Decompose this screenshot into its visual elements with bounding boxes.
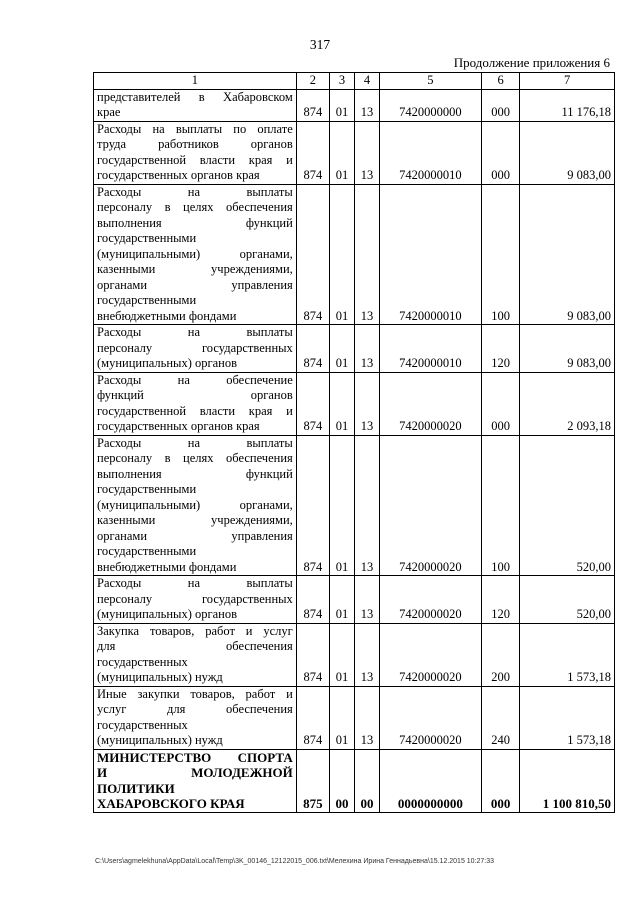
row-name-line: государственными: [97, 482, 197, 496]
table-body: [94, 89, 615, 812]
section-code-cell: 01: [330, 686, 355, 749]
row-name-line: (муниципальными) органами,: [97, 497, 293, 512]
subsection-code-cell: 13: [355, 89, 380, 121]
row-name-cell: [94, 89, 297, 121]
row-name-line: государственными: [97, 231, 197, 245]
row-name-line: казенными учреждениями,: [97, 262, 293, 276]
row-name-cell: [94, 184, 297, 325]
amount-cell: 11 176,18: [520, 89, 615, 121]
amount-cell: 9 083,00: [520, 325, 615, 373]
row-name-line: государственных: [97, 654, 188, 669]
expense-type-cell: 100: [481, 435, 519, 576]
amount-cell: 1 573,18: [520, 623, 615, 686]
section-code-cell: 01: [330, 89, 355, 121]
subsection-code-cell: 13: [355, 576, 380, 624]
table-row: [94, 325, 615, 373]
row-name-line: Расходы на выплаты: [97, 576, 293, 590]
section-code-cell: 01: [330, 372, 355, 435]
row-name-cell: [94, 576, 297, 624]
amount-cell: 9 083,00: [520, 184, 615, 325]
ministry-code-cell: 874: [296, 435, 329, 576]
subsection-code-cell: 13: [355, 435, 380, 576]
row-name-line: казенными учреждениями,: [97, 513, 293, 527]
row-name-line: государственными: [97, 293, 197, 307]
row-name-line: Расходы на выплаты: [97, 184, 293, 199]
row-name-line: органами управления: [97, 277, 293, 292]
column-header: 6: [481, 73, 519, 90]
subsection-code-cell: 13: [355, 121, 380, 184]
row-name-line: (муниципальных) органов: [97, 356, 238, 370]
row-name-line: услуг для обеспечения: [97, 702, 293, 716]
row-name-line: государственных: [97, 717, 188, 732]
expense-type-cell: 100: [481, 184, 519, 325]
row-name-line: крае: [97, 105, 121, 119]
target-article-cell: 7420000010: [379, 121, 481, 184]
file-path-footer: C:\Users\agmelekhuna\AppData\Local\Temp\3K_00146_12122015_006.txt\Мелехина Ирина Геннадьевна\15.12.2015 10:27:33: [95, 858, 495, 865]
row-name-line: внебюджетными фондами: [97, 559, 237, 574]
amount-cell: 520,00: [520, 435, 615, 576]
table-row: [94, 89, 615, 121]
subsection-code-cell: 00: [355, 749, 380, 812]
column-header: 5: [379, 73, 481, 90]
section-code-cell: 01: [330, 623, 355, 686]
row-name-line: персоналу в целях обеспечения: [97, 451, 293, 465]
expense-type-cell: 000: [481, 749, 519, 812]
target-article-cell: 7420000010: [379, 325, 481, 373]
row-name-line: МИНИСТЕРСТВО СПОРТА: [97, 749, 293, 765]
row-name-line: представителей в Хабаровском: [97, 89, 293, 104]
section-code-cell: 01: [330, 435, 355, 576]
ministry-code-cell: 874: [296, 184, 329, 325]
section-code-cell: 01: [330, 184, 355, 325]
table-row: [94, 576, 615, 624]
row-name-line: (муниципальных) нужд: [97, 733, 223, 747]
amount-cell: 1 573,18: [520, 686, 615, 749]
page-number: 317: [309, 37, 331, 52]
row-name-line: внебюджетными фондами: [97, 308, 237, 323]
table-row: [94, 686, 615, 749]
section-code-cell: 01: [330, 325, 355, 373]
row-name-line: Иные закупки товаров, работ и: [97, 686, 293, 701]
row-name-cell: [94, 121, 297, 184]
row-name-line: Расходы на обеспечение: [97, 372, 293, 387]
section-code-cell: 00: [330, 749, 355, 812]
target-article-cell: 7420000020: [379, 372, 481, 435]
column-header: 7: [520, 73, 615, 90]
row-name-line: государственной власти края и: [97, 403, 293, 418]
amount-cell: 520,00: [520, 576, 615, 624]
row-name-line: выполнения функций: [97, 215, 293, 230]
table-row: [94, 623, 615, 686]
row-name-line: персоналу в целях обеспечения: [97, 200, 293, 214]
ministry-code-cell: 874: [296, 89, 329, 121]
amount-cell: 1 100 810,50: [520, 749, 615, 812]
row-name-cell: [94, 325, 297, 373]
column-header: 4: [355, 73, 380, 90]
row-name-line: для обеспечения: [97, 639, 293, 653]
ministry-code-cell: 874: [296, 623, 329, 686]
ministry-code-cell: 874: [296, 121, 329, 184]
ministry-code-cell: 874: [296, 325, 329, 373]
subsection-code-cell: 13: [355, 372, 380, 435]
row-name-line: государственными: [97, 544, 197, 558]
row-name-line: выполнения функций: [97, 466, 293, 481]
row-name-line: персоналу государственных: [97, 340, 293, 355]
row-name-line: И МОЛОДЕЖНОЙ: [97, 765, 293, 780]
row-name-line: ХАБАРОВСКОГО КРАЯ: [97, 796, 245, 811]
section-code-cell: 01: [330, 121, 355, 184]
row-name-line: Закупка товаров, работ и услуг: [97, 623, 293, 638]
expense-type-cell: 000: [481, 89, 519, 121]
target-article-cell: 0000000000: [379, 749, 481, 812]
expense-type-cell: 200: [481, 623, 519, 686]
row-name-line: труда работников органов: [97, 137, 293, 151]
amount-cell: 9 083,00: [520, 121, 615, 184]
column-header: 1: [94, 73, 297, 90]
row-name-cell: [94, 623, 297, 686]
row-name-line: персоналу государственных: [97, 591, 293, 606]
continuation-label: Продолжение приложения 6: [453, 55, 610, 70]
target-article-cell: 7420000020: [379, 623, 481, 686]
row-name-line: Расходы на выплаты по оплате: [97, 121, 293, 136]
subsection-code-cell: 13: [355, 184, 380, 325]
budget-table: [93, 72, 615, 813]
ministry-code-cell: 874: [296, 372, 329, 435]
amount-cell: 2 093,18: [520, 372, 615, 435]
row-name-line: (муниципальными) органами,: [97, 246, 293, 261]
row-name-line: государственных органов края: [97, 168, 260, 182]
ministry-code-cell: 875: [296, 749, 329, 812]
column-header: 2: [296, 73, 329, 90]
subsection-code-cell: 13: [355, 686, 380, 749]
subsection-code-cell: 13: [355, 623, 380, 686]
target-article-cell: 7420000020: [379, 435, 481, 576]
table-row: [94, 372, 615, 435]
ministry-code-cell: 874: [296, 576, 329, 624]
expense-type-cell: 000: [481, 121, 519, 184]
target-article-cell: 7420000010: [379, 184, 481, 325]
target-article-cell: 7420000020: [379, 686, 481, 749]
table-header-row: [94, 73, 615, 90]
target-article-cell: 7420000020: [379, 576, 481, 624]
expense-type-cell: 000: [481, 372, 519, 435]
row-name-cell: [94, 749, 297, 812]
table-row: [94, 121, 615, 184]
table-row: [94, 435, 615, 576]
row-name-cell: [94, 686, 297, 749]
row-name-line: органами управления: [97, 528, 293, 543]
table-row: [94, 749, 615, 812]
row-name-cell: [94, 372, 297, 435]
row-name-line: Расходы на выплаты: [97, 325, 293, 339]
row-name-line: ПОЛИТИКИ: [97, 780, 175, 796]
section-code-cell: 01: [330, 576, 355, 624]
row-name-line: (муниципальных) нужд: [97, 670, 223, 684]
row-name-line: функций органов: [97, 388, 293, 402]
row-name-line: государственной власти края и: [97, 152, 293, 167]
expense-type-cell: 120: [481, 576, 519, 624]
table-row: [94, 184, 615, 325]
target-article-cell: 7420000000: [379, 89, 481, 121]
expense-type-cell: 120: [481, 325, 519, 373]
row-name-line: государственных органов края: [97, 419, 260, 433]
row-name-line: Расходы на выплаты: [97, 435, 293, 450]
row-name-cell: [94, 435, 297, 576]
ministry-code-cell: 874: [296, 686, 329, 749]
row-name-line: (муниципальных) органов: [97, 607, 238, 621]
subsection-code-cell: 13: [355, 325, 380, 373]
column-header: 3: [330, 73, 355, 90]
expense-type-cell: 240: [481, 686, 519, 749]
